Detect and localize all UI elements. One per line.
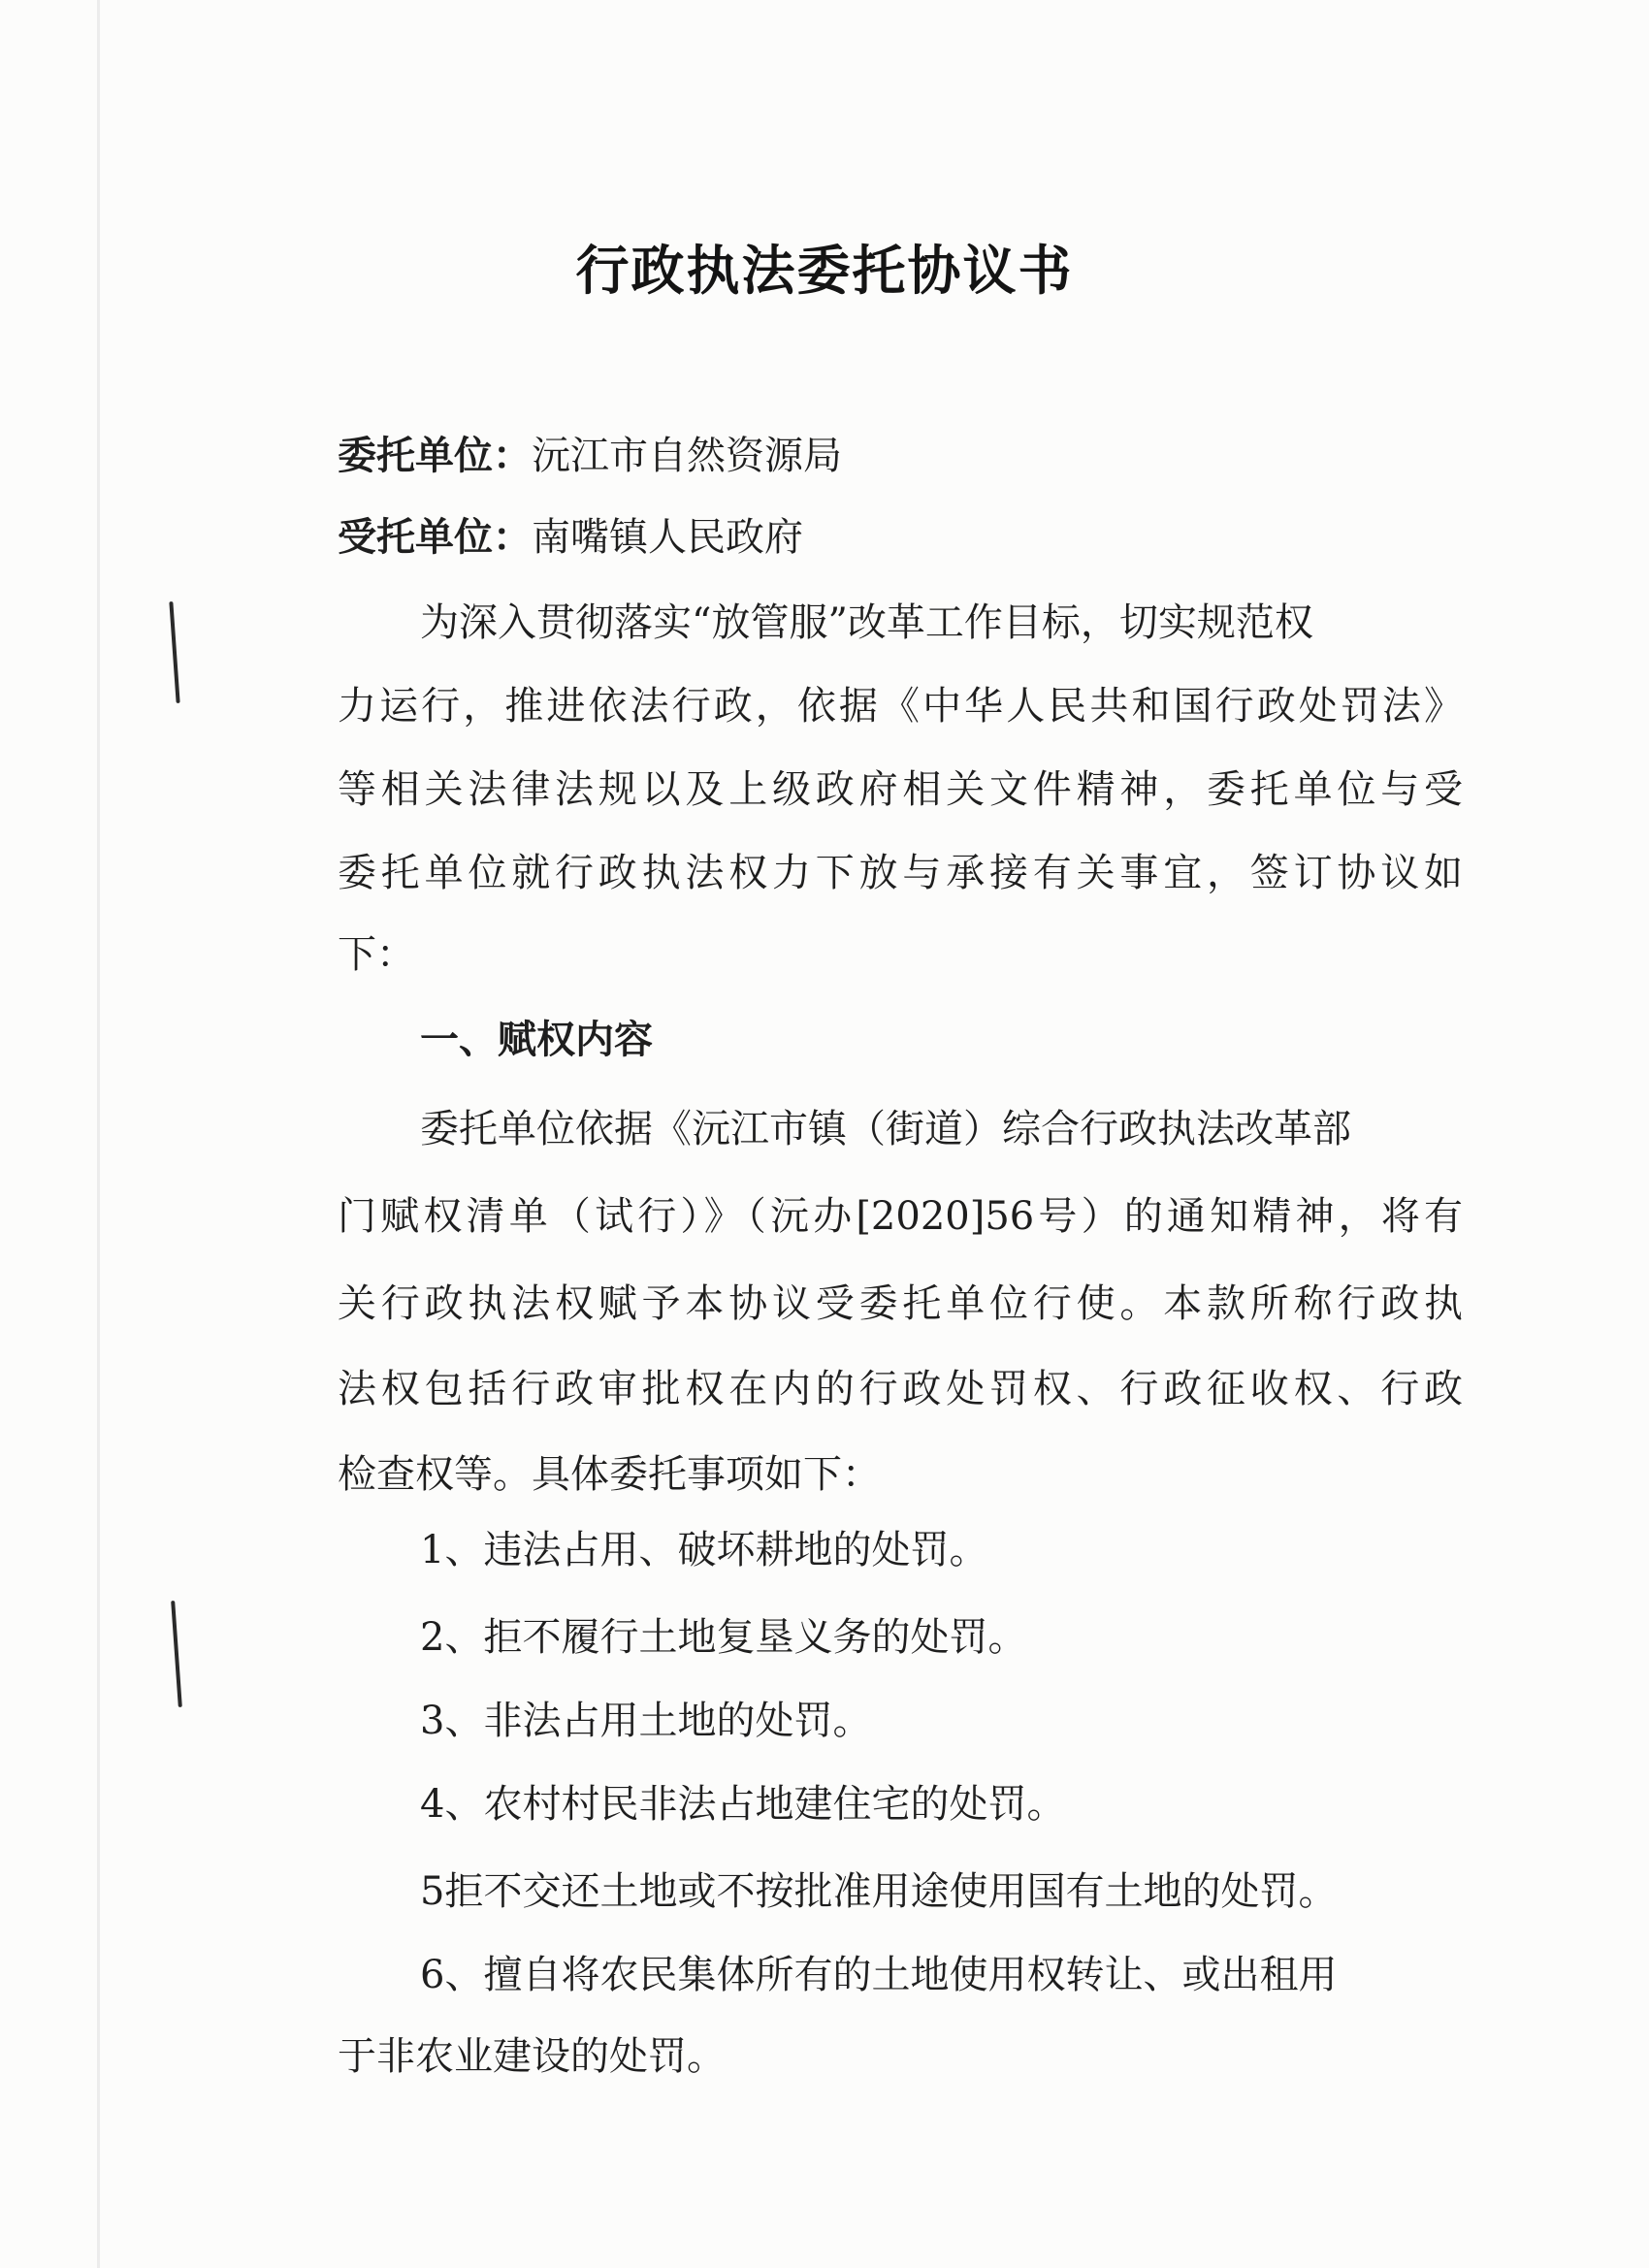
section-line: 门赋权清单（试行）》（沅办[2020]56号）的通知精神，将有 xyxy=(338,1194,1463,1239)
intro-line: 力运行，推进依法行政，依据《中华人民共和国行政处罚法》 xyxy=(338,684,1463,729)
entrusting-value: 沅江市自然资源局 xyxy=(532,434,842,478)
list-item: 2、拒不履行土地复垦义务的处罚。 xyxy=(420,1615,1027,1660)
entrusted-label: 受托单位： xyxy=(338,515,532,560)
list-item-continuation: 于非农业建设的处罚。 xyxy=(338,2034,726,2079)
list-item: 1、违法占用、破坏耕地的处罚。 xyxy=(420,1528,988,1572)
document-title: 行政执法委托协议书 xyxy=(575,240,1074,302)
pen-mark xyxy=(169,601,179,703)
entrusting-party xyxy=(338,433,1463,479)
entrusting-label: 委托单位： xyxy=(338,434,532,478)
section-line: 检查权等。具体委托事项如下： xyxy=(338,1452,881,1497)
intro-line: 委托单位就行政执法权力下放与承接有关事宜，签订协议如 xyxy=(338,851,1463,895)
intro-line: 等相关法律法规以及上级政府相关文件精神，委托单位与受 xyxy=(338,767,1463,812)
scan-edge xyxy=(97,0,100,2268)
section-line: 法权包括行政审批权在内的行政处罚权、行政征收权、行政 xyxy=(338,1367,1463,1411)
intro-line: 下： xyxy=(338,932,415,977)
entrusted-party xyxy=(338,514,1463,561)
pen-mark xyxy=(171,1601,182,1707)
list-item: 5拒不交还土地或不按批准用途使用国有土地的处罚。 xyxy=(420,1869,1338,1914)
list-item: 4、农村村民非法占地建住宅的处罚。 xyxy=(420,1782,1066,1827)
intro-line: 为深入贯彻落实“放管服”改革工作目标，切实规范权 xyxy=(420,600,1313,645)
list-item: 3、非法占用土地的处罚。 xyxy=(420,1699,872,1743)
entrusted-value: 南嘴镇人民政府 xyxy=(532,515,803,560)
section-line: 委托单位依据《沅江市镇（街道）综合行政执法改革部 xyxy=(420,1107,1351,1151)
list-item: 6、擅自将农民集体所有的土地使用权转让、或出租用 xyxy=(420,1953,1338,1997)
section-heading: 一、赋权内容 xyxy=(420,1018,653,1062)
section-line: 关行政执法权赋予本协议受委托单位行使。本款所称行政执 xyxy=(338,1281,1463,1326)
